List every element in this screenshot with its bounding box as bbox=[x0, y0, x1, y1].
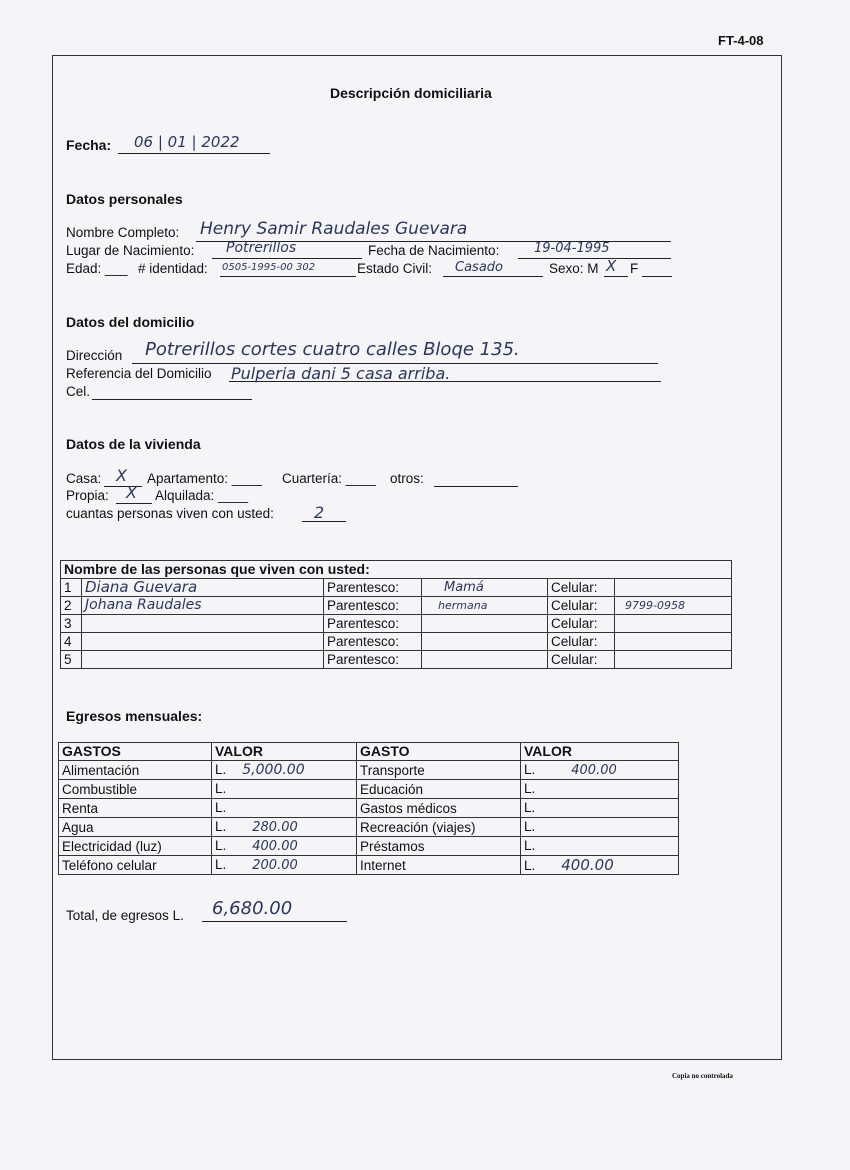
lugar-label: Lugar de Nacimiento: bbox=[66, 243, 195, 258]
gasto-valor-cell bbox=[521, 837, 679, 856]
fecha-label: Fecha: bbox=[66, 137, 112, 153]
casa-mark: X bbox=[116, 466, 127, 485]
gasto-name: Renta bbox=[59, 799, 212, 818]
nombre-label: Nombre Completo: bbox=[66, 225, 180, 240]
col-valor: VALOR bbox=[212, 743, 357, 761]
currency: L. bbox=[524, 762, 536, 777]
gasto-name: Internet bbox=[357, 856, 521, 875]
celular-label: Celular: bbox=[548, 615, 615, 633]
fecha-nac-line bbox=[518, 258, 671, 259]
sexo-mark: X bbox=[606, 257, 617, 275]
persona-parentesco: Mamá bbox=[422, 579, 548, 597]
parentesco-label: Parentesco: bbox=[324, 651, 422, 669]
direccion-label: Dirección bbox=[66, 348, 123, 363]
gasto-name: Agua bbox=[59, 818, 212, 837]
persona-nombre: Diana Guevara bbox=[82, 579, 324, 597]
referencia-value: Pulperia dani 5 casa arriba. bbox=[231, 364, 451, 383]
gasto-valor: 400.00 bbox=[252, 839, 298, 854]
datos-vivienda-heading: Datos de la vivienda bbox=[66, 436, 201, 452]
currency: L. bbox=[524, 857, 536, 873]
currency: L. bbox=[524, 781, 536, 796]
celular-label: Celular: bbox=[548, 651, 615, 669]
total-value: 6,680.00 bbox=[212, 898, 293, 919]
celular-label: Celular: bbox=[548, 597, 615, 615]
table-row bbox=[61, 633, 732, 651]
persona-celular bbox=[615, 633, 732, 651]
propia-mark: X bbox=[126, 483, 137, 502]
gasto-name: Transporte bbox=[357, 761, 521, 780]
parentesco-label: Parentesco: bbox=[324, 615, 422, 633]
personas-value: 2 bbox=[314, 503, 325, 522]
celular-label: Celular: bbox=[548, 579, 615, 597]
parentesco-label: Parentesco: bbox=[324, 579, 422, 597]
propia-line bbox=[116, 503, 152, 504]
sexo-f-label: F bbox=[630, 261, 639, 276]
estado-line bbox=[443, 276, 543, 277]
sexo-f-line bbox=[642, 276, 672, 277]
row-number: 5 bbox=[61, 651, 82, 669]
gasto-valor-cell bbox=[521, 799, 679, 818]
identidad-value: 0505-1995-00 302 bbox=[222, 262, 316, 273]
col-gasto: GASTO bbox=[357, 743, 521, 761]
otros-label: otros: bbox=[390, 471, 424, 486]
currency: L. bbox=[215, 781, 227, 796]
lugar-value: Potrerillos bbox=[226, 240, 297, 256]
row-number: 1 bbox=[61, 579, 82, 597]
persona-nombre: Johana Raudales bbox=[82, 597, 324, 615]
gasto-valor-cell bbox=[212, 761, 357, 780]
table-row bbox=[61, 597, 732, 615]
persona-parentesco bbox=[422, 633, 548, 651]
otros-line bbox=[434, 486, 518, 487]
table-row bbox=[59, 818, 679, 837]
persona-parentesco: hermana bbox=[422, 597, 548, 615]
currency: L. bbox=[215, 819, 227, 834]
table-row bbox=[61, 579, 732, 597]
egresos-heading: Egresos mensuales: bbox=[66, 708, 203, 724]
persona-celular: 9799-0958 bbox=[615, 597, 732, 615]
datos-personales-heading: Datos personales bbox=[66, 191, 183, 207]
persona-nombre bbox=[82, 615, 324, 633]
currency: L. bbox=[215, 857, 227, 872]
celular-label: Celular: bbox=[548, 633, 615, 651]
gasto-valor: 200.00 bbox=[252, 858, 298, 873]
gasto-name: Préstamos bbox=[357, 837, 521, 856]
egresos-table bbox=[58, 742, 679, 875]
gasto-valor: 400.00 bbox=[571, 763, 617, 778]
gasto-name: Gastos médicos bbox=[357, 799, 521, 818]
gasto-name: Electricidad (luz) bbox=[59, 837, 212, 856]
currency: L. bbox=[524, 819, 536, 834]
direccion-value: Potrerillos cortes cuatro calles Bloqe 135. bbox=[145, 339, 520, 360]
total-label: Total, de egresos L. bbox=[66, 908, 184, 923]
identidad-line bbox=[220, 276, 356, 277]
personas-table-header-row bbox=[61, 561, 732, 579]
gasto-valor-cell bbox=[212, 799, 357, 818]
persona-celular bbox=[615, 579, 732, 597]
gasto-name: Recreación (viajes) bbox=[357, 818, 521, 837]
gasto-valor-cell bbox=[521, 818, 679, 837]
currency: L. bbox=[524, 838, 536, 853]
table-row bbox=[59, 856, 679, 875]
referencia-label: Referencia del Domicilio bbox=[66, 366, 212, 381]
persona-celular bbox=[615, 651, 732, 669]
table-row bbox=[59, 761, 679, 780]
gasto-name: Alimentación bbox=[59, 761, 212, 780]
fecha-value: 06 | 01 | 2022 bbox=[134, 133, 240, 151]
total-line bbox=[202, 921, 347, 922]
gasto-valor: 280.00 bbox=[252, 820, 298, 835]
lugar-line bbox=[212, 258, 362, 259]
table-row bbox=[61, 615, 732, 633]
persona-parentesco bbox=[422, 615, 548, 633]
egresos-header-row bbox=[59, 743, 679, 761]
currency: L. bbox=[215, 800, 227, 815]
gasto-name: Teléfono celular bbox=[59, 856, 212, 875]
persona-celular bbox=[615, 615, 732, 633]
personas-table bbox=[60, 560, 732, 669]
gasto-valor: 400.00 bbox=[561, 855, 614, 874]
fecha-nac-value: 19-04-1995 bbox=[534, 241, 610, 256]
cel-label: Cel. bbox=[66, 384, 91, 399]
cuarteria-label: Cuartería: ____ bbox=[282, 471, 376, 486]
gasto-valor-cell bbox=[521, 761, 679, 780]
fecha-line bbox=[118, 153, 270, 154]
edad-label: Edad: ___ bbox=[66, 261, 128, 276]
col-gastos: GASTOS bbox=[59, 743, 212, 761]
currency: L. bbox=[215, 838, 227, 853]
form-title: Descripción domiciliaria bbox=[330, 85, 492, 101]
footer-note: Copia no controlada bbox=[672, 1072, 733, 1080]
gasto-valor: 5,000.00 bbox=[242, 762, 305, 778]
gasto-valor-cell bbox=[212, 818, 357, 837]
currency: L. bbox=[215, 762, 227, 777]
row-number: 4 bbox=[61, 633, 82, 651]
gasto-name: Combustible bbox=[59, 780, 212, 799]
alquilada-label: Alquilada: ____ bbox=[155, 488, 249, 503]
row-number: 3 bbox=[61, 615, 82, 633]
fecha-nac-label: Fecha de Nacimiento: bbox=[368, 243, 500, 258]
gasto-name: Educación bbox=[357, 780, 521, 799]
table-row bbox=[59, 837, 679, 856]
gasto-valor-cell bbox=[212, 780, 357, 799]
casa-label: Casa: bbox=[66, 471, 102, 486]
nombre-value: Henry Samir Raudales Guevara bbox=[200, 219, 468, 239]
row-number: 2 bbox=[61, 597, 82, 615]
gasto-valor-cell bbox=[521, 780, 679, 799]
table-row bbox=[61, 651, 732, 669]
parentesco-label: Parentesco: bbox=[324, 597, 422, 615]
cel-line bbox=[92, 399, 252, 400]
gasto-valor-cell bbox=[212, 856, 357, 875]
gasto-valor-cell bbox=[521, 856, 679, 875]
currency: L. bbox=[524, 800, 536, 815]
table-row bbox=[59, 780, 679, 799]
identidad-label: # identidad: bbox=[138, 261, 208, 276]
persona-nombre bbox=[82, 651, 324, 669]
personas-label: cuantas personas viven con usted: bbox=[66, 506, 274, 521]
parentesco-label: Parentesco: bbox=[324, 633, 422, 651]
col-valor2: VALOR bbox=[521, 743, 679, 761]
sexo-label: Sexo: M bbox=[549, 261, 599, 276]
personas-table-header: Nombre de las personas que viven con usted: bbox=[61, 561, 732, 579]
sexo-m-line bbox=[604, 276, 628, 277]
apartamento-label: Apartamento: ____ bbox=[147, 471, 262, 486]
persona-nombre bbox=[82, 633, 324, 651]
propia-label: Propia: bbox=[66, 488, 109, 503]
gasto-valor-cell bbox=[212, 837, 357, 856]
datos-domicilio-heading: Datos del domicilio bbox=[66, 314, 195, 330]
estado-label: Estado Civil: bbox=[357, 261, 433, 276]
persona-parentesco bbox=[422, 651, 548, 669]
table-row bbox=[59, 799, 679, 818]
estado-value: Casado bbox=[455, 260, 503, 275]
form-code: FT-4-08 bbox=[718, 33, 764, 48]
